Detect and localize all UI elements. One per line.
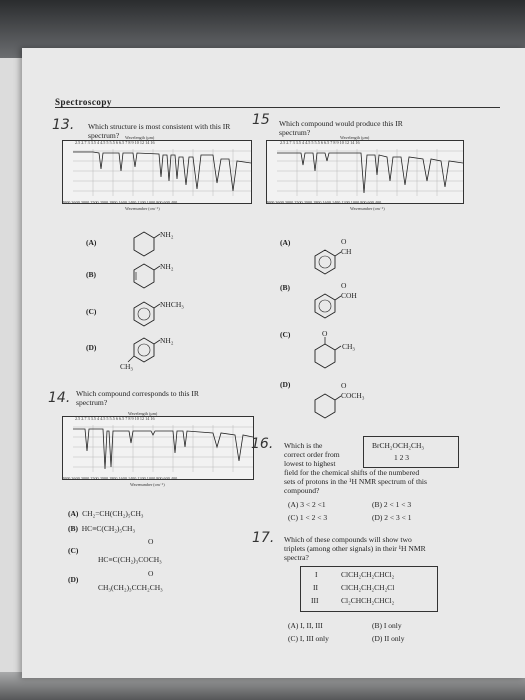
q16-line5: sets of protons in the ¹H NMR spectrum of this — [284, 477, 427, 486]
q13-ir-spectrum — [62, 140, 252, 204]
q15-c-label: CH₃ — [342, 342, 356, 351]
q13-text — [88, 122, 230, 140]
q17-number: 17. — [252, 530, 275, 546]
q17-compound-1: ClCH₂CH₂CHCl₂ — [341, 570, 395, 579]
q14-a-formula: CH₂=CH(CH₂)₅CH₃ — [82, 509, 144, 518]
q16-line3: lowest to highest — [284, 459, 336, 468]
q15-um-ticks: 2.5 2.7 3 3.5 4 4.5 5 5.5 6 6.5 7 8 9 10 12 14 16 — [280, 140, 360, 145]
q15-c-oxygen: O — [322, 329, 328, 338]
q14-option-d — [68, 575, 78, 584]
q13-line2: spectrum? — [88, 131, 120, 140]
q13-number: 13. — [52, 117, 75, 133]
q15-b-label: COH — [341, 291, 357, 300]
q13-cm-ticks: 4000 3600 3000 2500 2000 1800 1600 1400 1200 1000 800 600 400 — [62, 200, 178, 205]
q15-spectrum-plot — [267, 141, 463, 203]
q17-line3: spectra? — [284, 553, 309, 562]
q16-answer-a: (A) 3 < 2 <1 — [288, 500, 326, 509]
q17-line2: triplets (among other signals) in their ¹H NMR — [284, 544, 426, 553]
q14-option-a — [68, 509, 144, 518]
q15-a-oxygen: O — [341, 237, 347, 246]
q16-answer-c: (C) 1 < 2 < 3 — [288, 513, 328, 522]
q15-option-a: (A) — [280, 238, 291, 247]
q15-d-oxygen: O — [341, 381, 347, 390]
q14-um-ticks: 2.5 2.7 3 3.5 4 4.5 5 5.5 6 6.5 7 8 9 10 12 14 16 — [75, 416, 155, 421]
page-header: Spectroscopy — [55, 97, 112, 107]
q15-option-b: (B) — [280, 283, 290, 292]
q16-number: 16. — [251, 436, 274, 452]
q14-number: 14. — [48, 390, 71, 406]
q13-c-label: NHCH₃ — [160, 300, 184, 309]
q15-line2: spectrum? — [279, 128, 311, 137]
q15-option-d: (D) — [280, 380, 291, 389]
q13-option-c: (C) — [86, 307, 97, 316]
q14-b-formula: HC≡C(CH₂)₅CH₃ — [81, 524, 136, 533]
q13-line1: Which structure is most consistent with this IR — [88, 122, 231, 131]
q13-a-label: NH₂ — [160, 230, 174, 239]
q13-d-label: NH₂ — [160, 336, 174, 345]
q14-option-b — [68, 524, 135, 533]
q17-answer-b: (B) I only — [372, 621, 402, 630]
q14-c-oxygen: O — [148, 537, 154, 546]
q13-spectrum-plot — [63, 141, 251, 203]
q17-compound-3-num: III — [311, 596, 319, 605]
q13-wavelength-label: Wavelength (μm) — [125, 135, 155, 140]
q13-b-label: NH₂ — [160, 262, 174, 271]
q17-compound-1-num: I — [315, 570, 318, 579]
q15-ir-spectrum — [266, 140, 464, 204]
q16-line1: Which is the — [284, 441, 323, 450]
q16-answer-d: (D) 2 < 3 < 1 — [372, 513, 412, 522]
q13-wavenumber-label: Wavenumber (cm⁻¹) — [125, 206, 160, 211]
q17-answer-d: (D) II only — [372, 634, 405, 643]
q14-ir-spectrum — [62, 416, 254, 480]
q15-cm-ticks: 4000 3600 3000 2500 2000 1800 1600 1400 1200 1000 800 600 400 — [266, 200, 382, 205]
q14-text — [76, 389, 199, 407]
q16-proton-numbers: 1 2 3 — [394, 453, 409, 462]
q15-wavelength-label: Wavelength (μm) — [340, 135, 370, 140]
q16-line4: field for the chemical shifts of the numbered — [284, 468, 420, 477]
q14-spectrum-plot — [63, 417, 253, 479]
q14-option-c — [68, 546, 78, 555]
q17-compounds-box — [300, 566, 438, 612]
q17-line1: Which of these compounds will show two — [284, 535, 412, 544]
q14-d-formula: CH₃(CH₂)₃CCH₂CH₃ — [98, 583, 163, 592]
q14-line1: Which compound corresponds to this IR — [76, 389, 199, 398]
q14-line2: spectrum? — [76, 398, 108, 407]
q14-c-letter: (C) — [68, 546, 79, 555]
q14-wavenumber-label: Wavenumber (cm⁻¹) — [130, 482, 165, 487]
q14-cm-ticks: 4000 3600 3000 2500 2000 1800 1600 1400 1200 1000 800 600 400 — [62, 476, 178, 481]
q15-a-label: CH — [341, 247, 352, 256]
q17-compound-3: Cl₂CHCH₂CHCl₂ — [341, 596, 395, 605]
q15-line1: Which compound would produce this IR — [279, 119, 403, 128]
q14-wavelength-label: Wavelength (μm) — [128, 411, 158, 416]
q13-option-a: (A) — [86, 238, 97, 247]
q17-answer-c: (C) I, III only — [288, 634, 329, 643]
q15-d-label: COCH₃ — [341, 391, 365, 400]
header-rule — [55, 107, 500, 108]
q15-option-c: (C) — [280, 330, 291, 339]
q15-wavenumber-label: Wavenumber (cm⁻¹) — [350, 206, 385, 211]
q16-line2: correct order from — [284, 450, 340, 459]
q15-number: 15 — [252, 112, 270, 128]
q14-b-letter: (B) — [68, 524, 78, 533]
q14-a-letter: (A) — [68, 509, 79, 518]
q13-option-d: (D) — [86, 343, 97, 352]
q15-b-oxygen: O — [341, 281, 347, 290]
q17-text — [284, 535, 426, 562]
q16-answer-b: (B) 2 < 1 < 3 — [372, 500, 412, 509]
q16-line6: compound? — [284, 486, 320, 495]
q17-answer-a: (A) I, II, III — [288, 621, 323, 630]
q16-formula-box — [363, 436, 459, 468]
q17-compound-2-num: II — [313, 583, 318, 592]
q13-um-ticks: 2.5 2.7 3 3.5 4 4.5 5 5.5 6 6.5 7 8 9 10 12 14 16 — [75, 140, 155, 145]
q14-d-oxygen: O — [148, 569, 154, 578]
q16-formula: BrCH₂OCH₂CH₃ — [372, 441, 425, 450]
q14-d-letter: (D) — [68, 575, 79, 584]
q14-c-formula: HC≡C(CH₂)₃COCH₃ — [98, 555, 162, 564]
q13-d-methyl-label: CH₃ — [120, 362, 134, 371]
q13-option-b: (B) — [86, 270, 96, 279]
q17-compound-2: ClCH₂CH₂CH₂Cl — [341, 583, 395, 592]
